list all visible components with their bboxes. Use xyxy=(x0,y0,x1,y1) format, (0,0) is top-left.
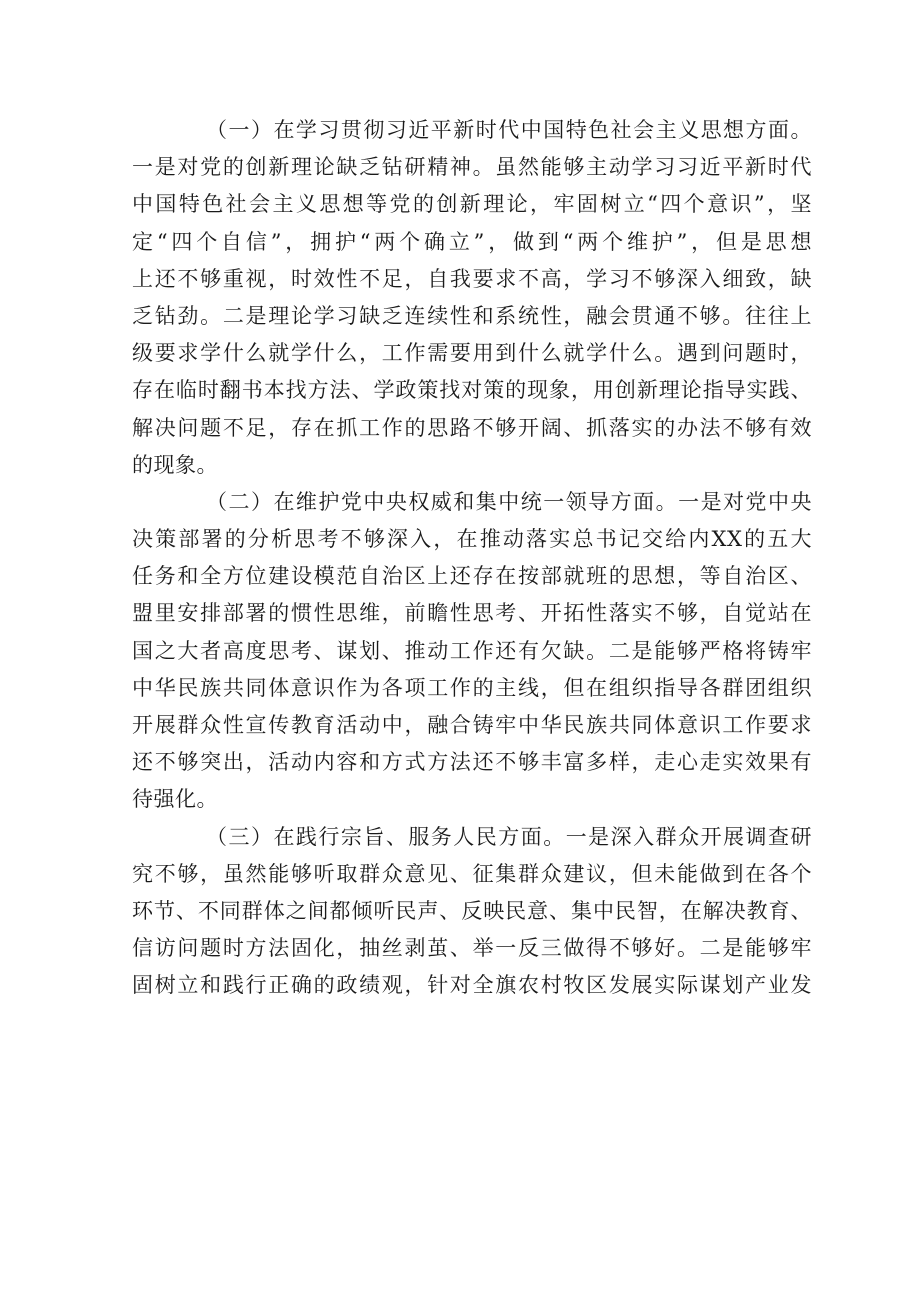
text-line: 中华民族共同体意识作为各项工作的主线，但在组织指导各群团组织 xyxy=(132,675,812,700)
text-line: 乏钻劲。二是理论学习缺乏连续性和系统性，融会贯通不够。往往上 xyxy=(132,303,812,328)
text-line: 中国特色社会主义思想等党的创新理论，牢固树立“四个意识”，坚 xyxy=(132,192,812,217)
text-line: 还不够突出，活动内容和方式方法还不够丰富多样，走心走实效果有 xyxy=(132,750,812,775)
text-line: 存在临时翻书本找方法、学政策找对策的现象，用创新理论指导实践、 xyxy=(132,378,812,403)
text-line: （一）在学习贯彻习近平新时代中国特色社会主义思想方面。 xyxy=(206,118,812,142)
text-line: （三）在践行宗旨、服务人民方面。一是深入群众开展调查研 xyxy=(206,824,812,849)
text-line: 级要求学什么就学什么，工作需要用到什么就学什么。遇到问题时， xyxy=(132,341,812,366)
text-line: 究不够，虽然能够听取群众意见、征集群众建议，但未能做到在各个 xyxy=(132,861,812,886)
paragraph-2 xyxy=(132,484,812,819)
paragraph-3 xyxy=(132,819,812,1005)
text-line: 上还不够重视，时效性不足，自我要求不高，学习不够深入细致，缺 xyxy=(132,266,812,291)
document-body xyxy=(132,112,812,1005)
text-line: 开展群众性宣传教育活动中，融合铸牢中华民族共同体意识工作要求 xyxy=(132,713,812,737)
text-line: 的现象。 xyxy=(132,452,218,477)
text-line: 信访问题时方法固化，抽丝剥茧、举一反三做得不够好。二是能够牢 xyxy=(132,936,812,961)
paragraph-1 xyxy=(132,112,812,484)
text-line: 决策部署的分析思考不够深入，在推动落实总书记交给内XX的五大 xyxy=(132,527,812,552)
text-line: 一是对党的创新理论缺乏钻研精神。虽然能够主动学习习近平新时代 xyxy=(132,155,812,180)
text-line: 国之大者高度思考、谋划、推动工作还有欠缺。二是能够严格将铸牢 xyxy=(132,638,812,663)
text-line: 环节、不同群体之间都倾听民声、反映民意、集中民智，在解决教育、 xyxy=(132,898,812,923)
text-line: 定“四个自信”，拥护“两个确立”，做到“两个维护”，但是思想 xyxy=(132,229,812,254)
text-line: 解决问题不足，存在抓工作的思路不够开阔、抓落实的办法不够有效 xyxy=(132,415,812,440)
text-line: 盟里安排部署的惯性思维，前瞻性思考、开拓性落实不够，自觉站在 xyxy=(132,601,812,626)
text-line: 固树立和践行正确的政绩观，针对全旗农村牧区发展实际谋划产业发 xyxy=(132,973,812,998)
text-line: （二）在维护党中央权威和集中统一领导方面。一是对党中央 xyxy=(206,489,812,514)
text-line: 任务和全方位建设模范自治区上还存在按部就班的思想，等自治区、 xyxy=(132,564,812,589)
text-line: 待强化。 xyxy=(132,787,218,812)
